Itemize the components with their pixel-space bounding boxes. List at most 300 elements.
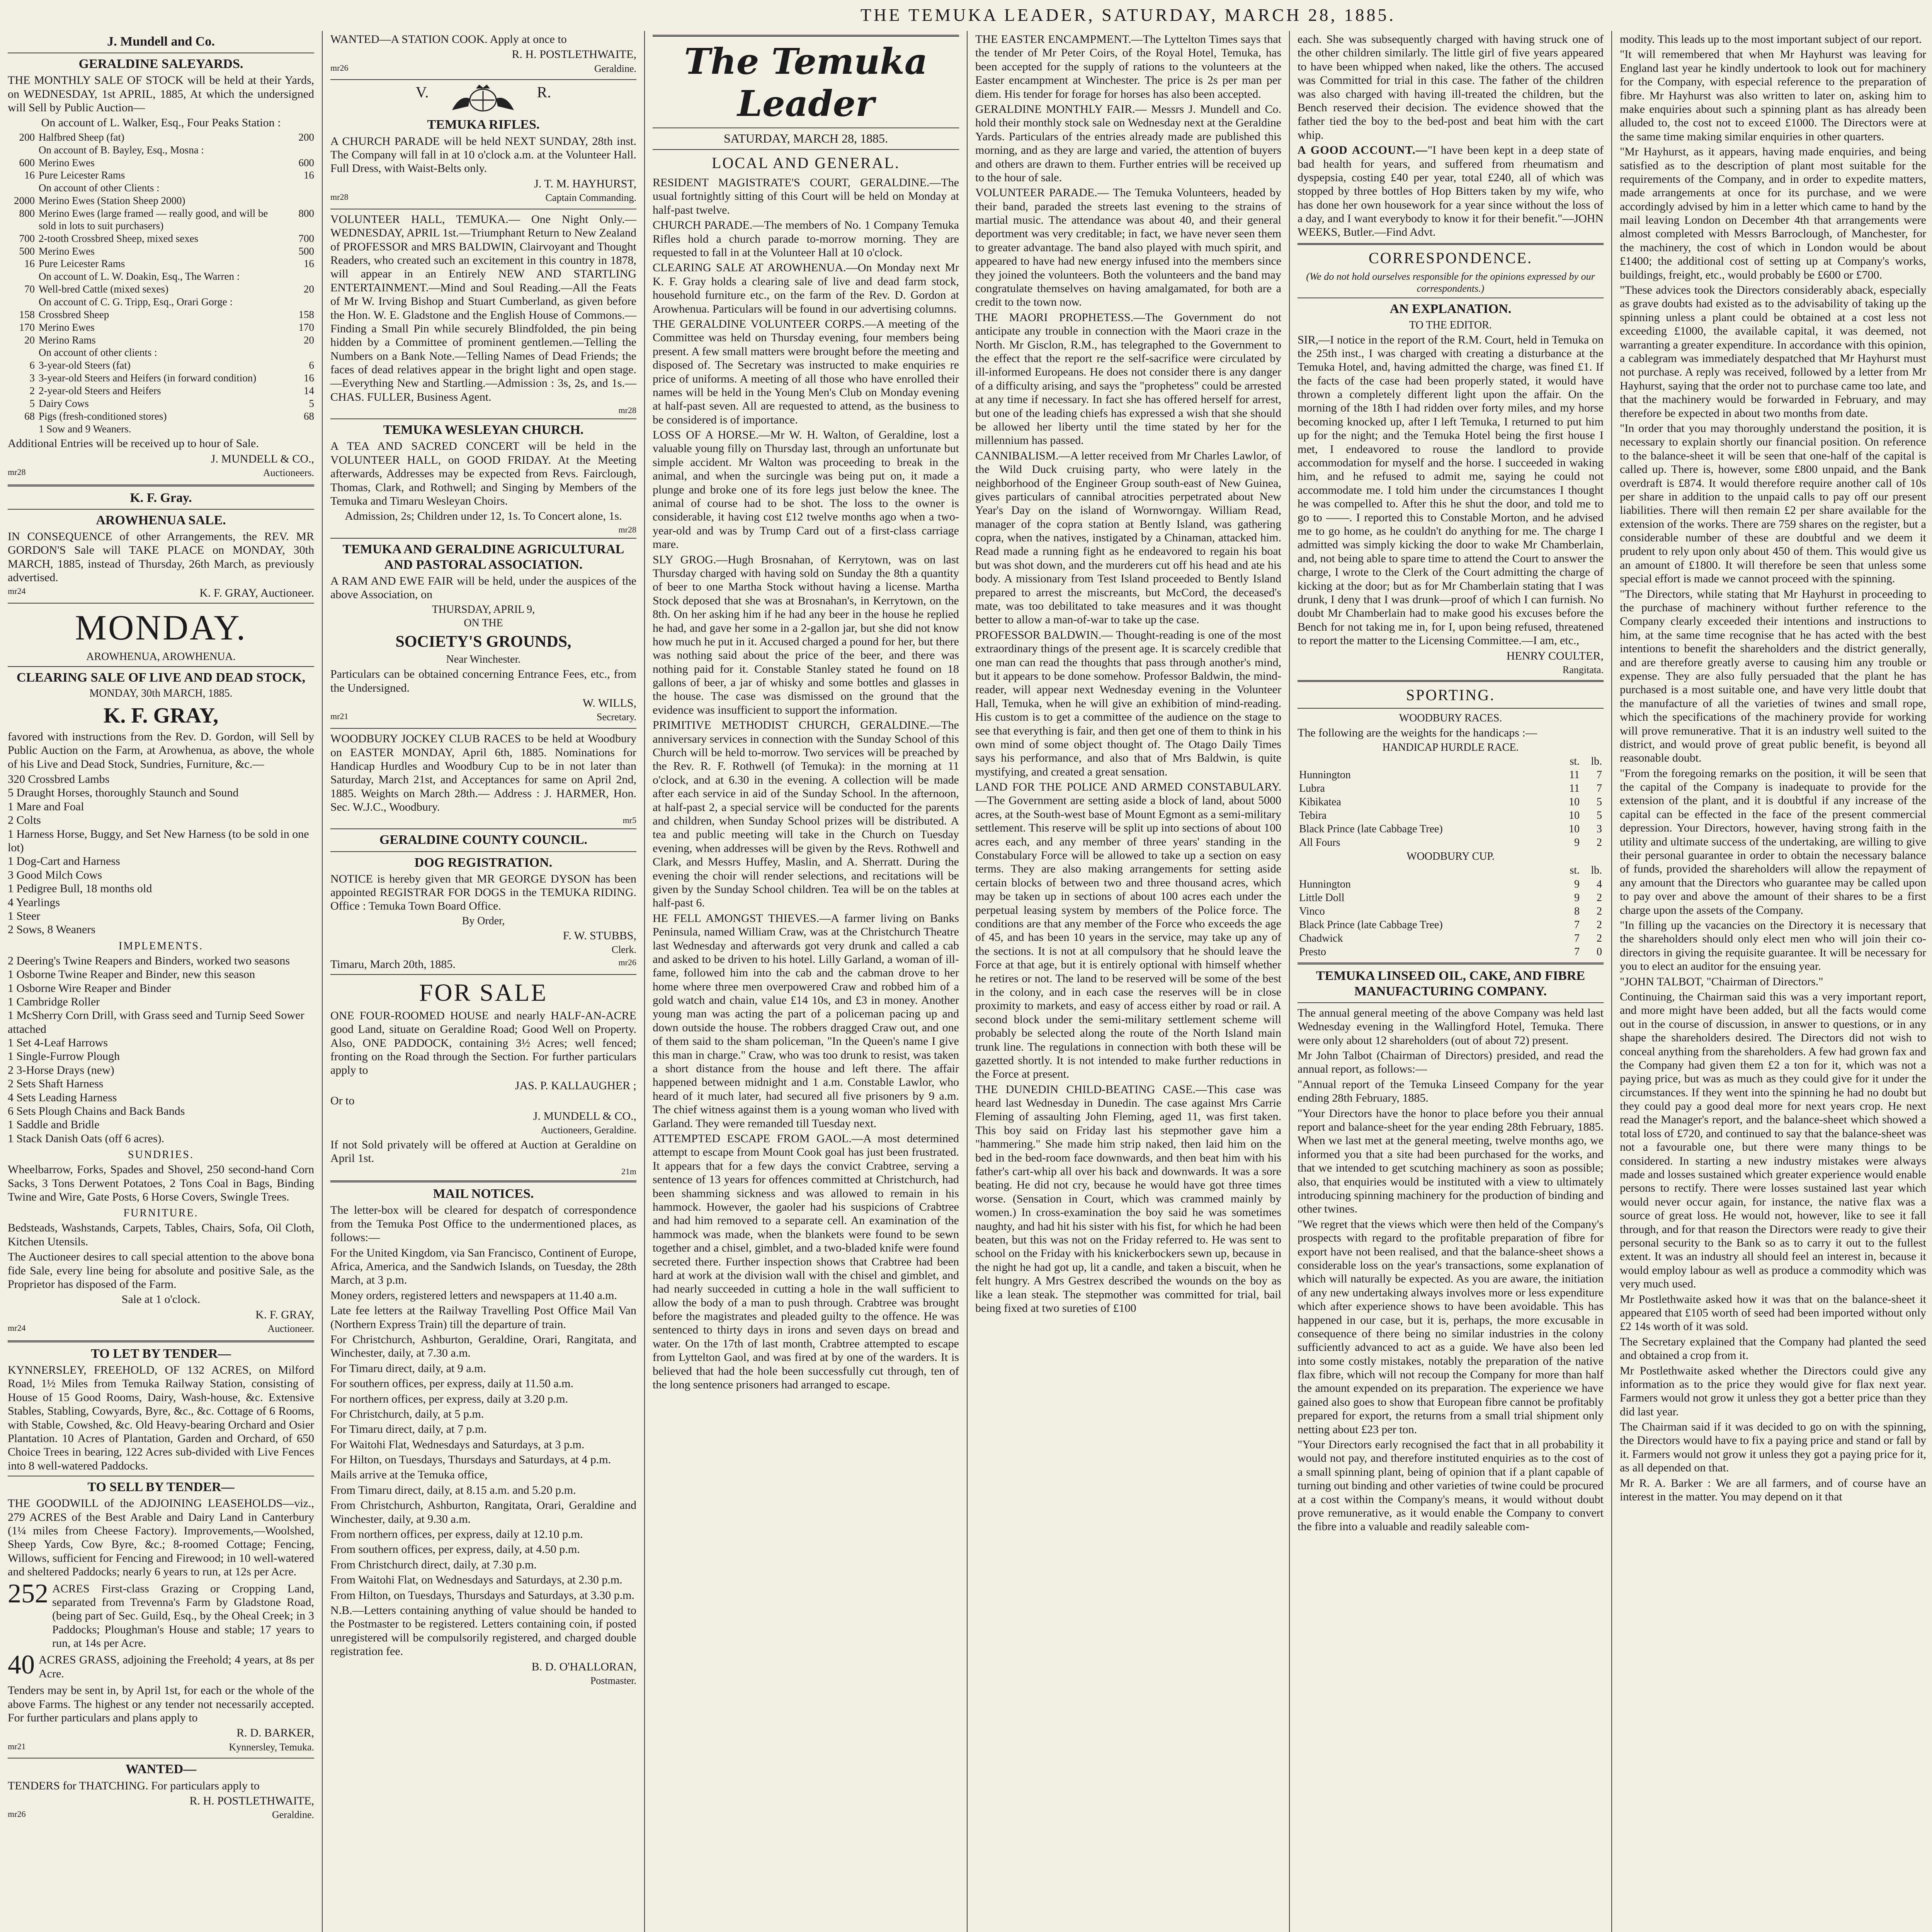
crest-v: V. [415, 83, 429, 101]
agri-signature: W. WILLS, [582, 697, 636, 710]
list-item: 1 Pedigree Bull, 18 months old [8, 882, 152, 895]
stock-desc: On account of other clients : [39, 347, 157, 359]
list-item: 1 Single-Furrow Plough [8, 1050, 120, 1063]
correspondence-note: (We do not hold ourselves responsible for the opinions expressed by our correspondents.) [1306, 271, 1595, 294]
jockey-club-ad: WOODBURY JOCKEY CLUB RACES to be held at Woodbury on EASTER MONDAY, April 6th, 1885. Nominations for Handicap Hurdles and Woodbury Cup to be in not later than Saturday, March 21st, and Acceptances for same on April 2nd, 1885. Weights on March 28th.— Address : J. HARMER, Hon. Sec. W.J.C., Woodbury. [330, 732, 636, 814]
council-title: GERALDINE COUNTY COUNCIL. [379, 833, 588, 847]
divider [8, 509, 314, 510]
lb-header: lb. [1591, 755, 1602, 768]
weight-st: 9 [1574, 878, 1580, 890]
lb-header: lb. [1591, 864, 1602, 877]
clearing-date: MONDAY, 30th MARCH, 1885. [89, 687, 233, 699]
wanted-title: WANTED— [125, 1762, 197, 1777]
list-item: 3 Good Milch Cows [8, 868, 102, 881]
stock-qty-right [291, 144, 314, 156]
stock-qty: 16 [24, 258, 35, 270]
woodbury-races: WOODBURY RACES. [1399, 712, 1502, 724]
cook-title: WANTED—A STATION COOK. Apply at once to [330, 33, 567, 46]
letter-place: Rangitata. [1562, 664, 1604, 675]
list-item: 1 Osborne Wire Reaper and Binder [8, 981, 171, 995]
report-paragraph: The Chairman said if it was decided to go on with the spinning, the Directors would have to fix a paying price and stand or fall by it. Farmers would not grow it unless they got a paying price for it, as all depended on that. [1620, 1420, 1926, 1475]
tender-note: Tenders may be sent in, by April 1st, for each or the whole of the above Farms. The highest or any tender not necessarily accepted. For further particulars and plans apply to [8, 1684, 314, 1725]
weight-lb: 7 [1597, 769, 1602, 781]
weight-lb: 5 [1597, 796, 1602, 808]
table-header [1298, 755, 1604, 768]
stock-row [8, 372, 314, 384]
ad-id: mr21 [330, 711, 349, 721]
stock-desc: 3-year-old Steers and Heifers (in forward condition) [39, 372, 257, 384]
forsale-title: FOR SALE [419, 979, 548, 1007]
divider [8, 1758, 314, 1759]
list-item: 2 Sows, 8 Weaners [8, 923, 96, 936]
mail-notice-line: From Timaru direct, daily, at 8.15 a.m. and 5.20 p.m. [330, 1483, 576, 1497]
agri-footer [330, 711, 636, 725]
tosell-body: THE GOODWILL of the ADJOINING LEASEHOLDS—viz., 279 ACRES of the Best Arable and Dairy Land in Canterbury (1¼ miles from Cheese Factory). Improvements,—Woolshed, Sheep Yards, Cow Byre, &c.; 8-roomed Cottage; Fencing, Willows, sufficient for Fencing and Firewood; in 10 well-watered and sheltered Paddocks; nearly 6 years to run, at 12s per Acre. [8, 1497, 314, 1578]
news-paragraph: SLY GROG.—Hugh Brosnahan, of Kerrytown, was on last Thursday charged with having sold on Sunday the 8th a quantity of beer to one Martha Stock without having a license. Martha Stock deposed that she was at Brosnahan's, in Kerrytown, on the 8th. On her asking him if he had any beer in the house he replied he had, and gave her some in a 2-gallon jar, but she did not know how much he put in it. Accused charged a pound for her, but there was nothing said about the price of the beer, and there was nothing paid for it. Constable Stanley stated he found on 18 gallons of beer, a jar of whisky and some bottles and glasses in the house. The case was dismissed on the ground that the evidence was insufficient to support the information. [653, 553, 959, 716]
news-paragraph: PROFESSOR BALDWIN.— Thought-reading is one of the most extraordinary things of the present age. It is scarcely credible that one man can read the thoughts that pass through another's mind, but it appears to be done somehow. Professor Baldwin, the mind-reader, will appear next Wednesday evening in the Volunteer Hall, Temuka, when he will give an exhibition of mind-reading. His custom is to get a committee of the audience on the stage to see that everything is fair, and then get one of them to think in his own mind of some object thought of. The Otago Daily Times says his performance, and also that of Mrs Baldwin, is quite mystifying, and created a great sensation. [975, 628, 1281, 778]
divider [330, 851, 636, 852]
horse-name: Black Prince (late Cabbage Tree) [1299, 823, 1443, 835]
news-paragraph: ATTEMPTED ESCAPE FROM GAOL.—A most determined attempt to escape from Mount Cook goal has just been frustrated. It appears that for a few days the convict Crabtree, serving a sentence of 13 years for offences committed at Christchurch, had been shamming sickness and was allowed to remain in his hammock. However, the gaoler had his suspicions of Crabtree and had him removed to a separate cell. An examination of the hammock was made, when the blankets were found to be sewn together and a chisel, gimblet, and a two-bladed knife were found secreted there. Further inspection shows that Crabtree had been hard at work at the division wall with the chisel and gimblet, and had nearly succeeded in cutting a hole in the wall sufficient to allow the body of a man to push through. Crabtree was brought before the magistrates and pleaded guilty to the offence. He was sentenced to thirty days in irons and seven days on bread and water. On the 17th of last month, Crabtree attempted to escape from Lyttelton Gaol, and was fired at by one of the warders. It is believed that had the hole been successfully cut through, ten of the long sentence prisoners had arranged to escape. [653, 1132, 959, 1391]
report-paragraph: "From the foregoing remarks on the position, it will be seen that the capital of the Company is inadequate to provide for the extension of the plant, and it is doubtful if any increase of the capital can be effected in the face of the present commercial depression. Your Directors, however, having strong faith in the utility and ultimate success of the undertaking, are willing to give their personal guarantee in order to obtain the necessary balance of funds, provided the shareholders will allow the repayment of any amount that the Directors who guarantee may be called upon to pay over and above the amount of their shares to be a first charge upon the assets of the Company. [1620, 767, 1926, 917]
st-header: st. [1570, 755, 1580, 768]
dog-body: NOTICE is hereby given that MR GEORGE DYSON has been appointed REGISTRAR FOR DOGS in the TEMUKA RIDING. Office : Temuka Town Board Office. [330, 872, 636, 913]
divider [1298, 708, 1604, 709]
stock-row [8, 131, 314, 144]
stock-qty: 500 [19, 245, 35, 257]
good-account-body: "I have been kept in a deep state of bad health for years, and suffered from rheumatism and dyspepsia, costing £40 per year, total £240, all of which was stopped by three bottles of Hop Bitters taken by my wife, who has done her own housework for a year since without the loss of a day, and I want everybody to know it for their benefit."—JOHN WEEKS, Butler.—Find Advt. [1298, 144, 1604, 239]
clearing-footer [8, 1323, 314, 1337]
stock-row [8, 233, 314, 245]
stock-qty: 6 [29, 359, 35, 371]
stock-row [8, 398, 314, 410]
divider [8, 1340, 314, 1342]
stock-qty [8, 182, 35, 194]
stock-qty-right [291, 270, 314, 283]
table-row [1298, 891, 1604, 905]
hurdle-title: HANDICAP HURDLE RACE. [1382, 742, 1519, 754]
letter-signature: HENRY COULTER, [1506, 649, 1604, 662]
local-news [653, 176, 959, 1391]
ad-id: mr28 [618, 524, 636, 534]
weight-lb: 2 [1597, 918, 1602, 931]
dog-date: Timaru, March 20th, 1885. [330, 957, 456, 971]
saleyards-footer [8, 467, 314, 481]
royal-crest-icon [444, 83, 522, 114]
stock-qty-right: 700 [298, 232, 314, 244]
stock-qty: 2 [29, 384, 35, 396]
cup-table [1298, 864, 1604, 958]
crest-r: R. [537, 83, 551, 101]
monday-sub: AROWHENUA, AROWHENUA. [86, 650, 236, 663]
weight-lb: 3 [1597, 823, 1602, 835]
dog-title: DOG REGISTRATION. [414, 855, 553, 870]
cup-title: WOODBURY CUP. [1406, 850, 1495, 863]
list-item: 1 McSherry Corn Drill, with Grass seed and Turnip Seed Sower attached [8, 1009, 304, 1036]
report-paragraph: Mr R. A. Barker : We are all farmers, and of course have an interest in the matter. You may depend on it that [1620, 1476, 1926, 1503]
agri-title: TEMUKA AND GERALDINE AGRICULTURAL AND PASTORAL ASSOCIATION. [342, 542, 624, 572]
stock-qty-right: 170 [298, 321, 314, 333]
stock-qty: 700 [19, 232, 35, 244]
horse-name: Hunnington [1299, 769, 1351, 781]
stock-qty-right [291, 195, 314, 207]
arowhenua-title: AROWHENUA SALE. [96, 513, 226, 527]
forsale-note: If not Sold privately will be offered at Auction at Geraldine on April 1st. [330, 1138, 636, 1165]
report-paragraph: "These advices took the Directors considerably aback, especially as grave doubts had existed as to the advisability of taking up the spinning unless a plant could be obtained at a cost less not exceeding £1000, the available capital, it was deemed, not warranting a greater expenditure. In accordance with this opinion, a cablegram was immediately despatched that Mr Hayhurst must not purchase. A reply was received, followed by a letter from Mr Hayhurst, saying that the order not to purchase came too late, and that the machinery would be forwarded in February, and may therefore be expected in about two months from date. [1620, 284, 1926, 420]
weight-lb: 2 [1597, 891, 1602, 904]
dunedin-continued: each. She was subsequently charged with having struck one of the other children similarly. The little girl of five years appeared to have been whipped when naked, like the others. The accused was Committed for trial in this case. The father of the children was also charged with having ill-treated the children, but the Bench reserved their decision. The evidence showed that the father tied the boy to the bed-post and beat him with the cart whip. [1298, 33, 1604, 141]
good-account [1298, 143, 1604, 239]
stock-desc: On account of L. W. Doakin, Esq., The Warren : [39, 270, 240, 282]
stock-qty: 20 [24, 334, 35, 346]
divider [653, 35, 959, 37]
weight-lb: 0 [1597, 946, 1602, 958]
stock-desc: Well-bred Cattle (mixed sexes) [39, 283, 168, 295]
stock-qty-right: 800 [298, 207, 314, 219]
ad-id: mr26 [330, 63, 349, 73]
divider [330, 1180, 636, 1182]
table-row [1298, 795, 1604, 809]
stock-row [8, 334, 314, 347]
tender-footer [8, 1742, 314, 1755]
news-paragraph: THE GERALDINE VOLUNTEER CORPS.—A meeting of the Committee was held on Thursday evening, four members being present. A few small matters were brought before the meeting and disposed of. The Secretary was instructed to make enquiries re price of uniforms. A meeting of all those who have enrolled their names will be held in the Young Men's Club on Monday evening at half-past seven. All are requested to attend, as the business to be considered is of importance. [653, 317, 959, 426]
divider [330, 974, 636, 975]
stock-row [8, 245, 314, 258]
stock-desc: Merino Ewes (Station Sheep 2000) [39, 195, 185, 207]
stock-desc: 2-tooth Crossbred Sheep, mixed sexes [39, 232, 199, 244]
stock-desc: Pure Leicester Rams [39, 258, 125, 270]
horse-name: Presto [1299, 946, 1326, 958]
agri-role: Secretary. [597, 711, 636, 723]
report-paragraph: "Annual report of the Temuka Linseed Company for the year ending 28th February, 1885. [1298, 1078, 1604, 1105]
table-row [1298, 918, 1604, 932]
stock-row [8, 359, 314, 372]
stock-qty-right: 16 [304, 258, 314, 270]
linseed-title: TEMUKA LINSEED OIL, CAKE, AND FIBRE MANUFACTURING COMPANY. [1316, 968, 1585, 998]
divider [330, 418, 636, 419]
stock-desc: On account of C. G. Tripp, Esq., Orari Gorge : [39, 296, 233, 308]
saleyards-sub: On account of L. Walker, Esq., Four Peaks Station : [41, 116, 281, 129]
table-row [1298, 905, 1604, 918]
weight-st: 10 [1569, 810, 1580, 822]
forsale-or: Or to [330, 1094, 355, 1107]
rifles-signature: J. T. M. HAYHURST, [534, 177, 636, 190]
cook-place: Geraldine. [594, 63, 636, 74]
weight-st: 11 [1569, 769, 1580, 781]
to-editor: TO THE EDITOR. [1409, 319, 1492, 331]
report-paragraph: "Mr Hayhurst, as it appears, having made enquiries, and being satisfied as to the description of plant most suitable for the requirements of the Company, and in order to expedite matters, made arrangements at once for its purchase, and we were accordingly advised by him in a letter which came to hand by the mail leaving London on December 4th that arrangements were almost completed with Messrs Barroclough, of Manchester, for the machinery, the cost of which in London would be about £1400; the additional cost of setting up at Company's works, buildings, freight, etc., would probably be £600 or £700. [1620, 145, 1926, 281]
column-5 [1290, 31, 1611, 1932]
stock-qty: 600 [19, 156, 35, 168]
news-paragraph: VOLUNTEER PARADE.— The Temuka Volunteers, headed by their band, paraded the streets last evening to the strains of martial music. The attendance was about 40, and their general deportment was very creditable; in fact, we have never seen them to greater advantage. The band also played with much spirit, and appeared to have had new energy infused into the members since they joined the volunteers. Both the volunteers and the band may congratulate themselves on having amalgamated, for both are a credit to the town now. [975, 186, 1281, 309]
report-paragraph: Mr John Talbot (Chairman of Directors) presided, and read the annual report, as follows:— [1298, 1049, 1604, 1076]
ad-id: mr28 [618, 405, 636, 415]
column-4 [968, 31, 1289, 1932]
weight-st: 8 [1574, 905, 1580, 917]
horse-name: All Fours [1299, 837, 1340, 849]
news-paragraph: CHURCH PARADE.—The members of No. 1 Company Temuka Rifles hold a church parade to-morrow morning. They are requested to fall in at the Volunteer Hall at 10 o'clock. [653, 219, 959, 259]
report-paragraph: "The Directors, while stating that Mr Hayhurst in proceeding to the purchase of machinery without further reference to the Company clearly exceeded their intentions and instructions to him, at the same time recognise that he has acted with the best intentions to benefit the shareholders and the district generally, and are therefore greatly averse to causing him any trouble or expense. They are also fully persuaded that the plant he has purchased is a most suitable one, and have very little doubt that the manufacture of all the varieties of twines and small rope, which the specifications of the machinery provide for working will prove remunerative. That it is an industry well suited to the district, and would prove of great public benefit, is beyond all reasonable doubt. [1620, 587, 1926, 765]
divider [1298, 1002, 1604, 1003]
stock-desc: 3-year-old Steers (fat) [39, 359, 131, 371]
stock-desc: On account of B. Bayley, Esq., Mosna : [39, 144, 204, 156]
ad-id: mr24 [8, 586, 26, 596]
agri-note: Particulars can be obtained concerning Entrance Fees, etc., from the Undersigned. [330, 668, 636, 694]
stock-row [8, 296, 314, 308]
stock-row [8, 410, 314, 423]
mail-notice-line: The letter-box will be cleared for despatch of correspondence from the Temuka Post Office to the undermentioned places, as follows:— [330, 1204, 636, 1244]
report-paragraph: "We regret that the views which were then held of the Company's prospects with regard to the profitable preparation of fibre for export have not been realised, and that the balance-sheet shows a considerable loss on the year's transactions, some explanation of which will naturally be expected. As you are aware, the initiation of any new undertaking always involves more or less expenditure which after experience shows to have been avoidable. This has happened in our case, but it is, perhaps, the more excusable in consequence of there being no similar industries in the colony sufficiently advanced to act as a guide. We have also been led into some costly mistakes, notably the preparation of the native flax fibre, which will not recoup the Company for more than half the amount expended on its preparation. The experience we have gained also goes to show that European fibre cannot be profitably prepared for export, the returns from a small trial shipment only netting about £23 per ton. [1298, 1218, 1604, 1436]
stock-qty: 5 [29, 397, 35, 409]
implements-list [8, 954, 314, 1145]
report-paragraph: The annual general meeting of the above Company was held last Wednesday evening in the Wallingford Hotel, Temuka. There were only about 12 shareholders (out of about 72) present. [1298, 1006, 1604, 1047]
stock-qty-right: 16 [304, 372, 314, 384]
mail-notice-line: From Hilton, on Tuesdays, Thursdays and Saturdays, at 3.30 p.m. [330, 1588, 634, 1602]
list-item: 5 Draught Horses, thoroughly Staunch and Sound [8, 786, 239, 799]
rifles-body: A CHURCH PARADE will be held NEXT SUNDAY, 28th inst. The Company will fall in at 10 o'clock a.m. at the Volunteer Hall. Full Dress, with Waist-Belts only. [330, 134, 636, 175]
mail-notice-line: For Timaru direct, daily, at 9 a.m. [330, 1362, 486, 1375]
clearing-time: Sale at 1 o'clock. [121, 1293, 201, 1306]
agri-body: A RAM AND EWE FAIR will be held, under the auspices of the above Association, on [330, 574, 636, 601]
list-item: 1 Saddle and Bridle [8, 1118, 100, 1131]
ad-id: mr26 [8, 1809, 26, 1819]
arowhenua-footer [8, 586, 314, 600]
divider [1298, 243, 1604, 245]
table-row [1298, 945, 1604, 959]
stock-desc: Merino Ewes [39, 156, 95, 168]
mail-role: Postmaster. [590, 1675, 636, 1686]
report-paragraph: "In order that you may thoroughly understand the position, it is necessary to explain shortly our financial position. On reference to the balance-sheet it will be seen that one-half of the capital is called up. There is, however, some £800 unpaid, and the Bank overdraft is £874. It would therefore require another call of 10s per share in addition to the unpaid calls to pay off our present liabilities. There will then remain £2 per share available for the extension of the works. There are 759 shares on the register, but a considerable number of these are doubtful and we deem it prudent to rely upon only about 450 of them. This would give us an amount of £1800. It will therefore be seen that unless some special effort is made we cannot proceed with the spinning. [1620, 422, 1926, 585]
wanted-signature: R. H. POSTLETHWAITE, [189, 1794, 314, 1807]
stock-qty: 158 [19, 308, 35, 320]
divider [1298, 680, 1604, 682]
stock-desc: Pure Leicester Rams [39, 169, 125, 181]
letter-paragraph: SIR,—I notice in the report of the R.M. Court, held in Temuka on the 25th inst., I was charged with creating a disturbance at the Temuka Hotel, and, having admitted the charge, was fined £1. If the facts of the case had been properly stated, it would have thrown a completely different light upon the affair. On the morning of the 18th I had ridden over forty miles, and my horse becoming knocked up, after I left Temuka, I returned to put him up for the night; and the Temuka Hotel being the first house I met, I endeavored to rouse the landlord to provide accommodation for myself and the horse. I succeeded in waking him, and he refused to admit me, saying he could not accommodate me. I told him under the circumstances I thought he was compelled to. After this he shut the door, and told me to go to ——. I reported this to Constable Morton, and he advised me to go home, as he couldn't do anything for me. The charge I admitted was simply kicking the door to wake Mr Chamberlain, and, not being able to spare time to attend the Court to answer the charge, I wrote to the Clerk of the Court admitting the charge of kicking at the door; but as for Mr Chamberlain stating that I was drunk, I deny that I was drunk—proof of which I can furnish. No doubt Mr Chamberlain had to make good his excuses before the Bench for not taking me in, for I, upon being refused, threatened to report the matter to the Licensing Committee.—I am, etc., [1298, 333, 1604, 647]
stock-qty: 800 [19, 207, 35, 219]
mail-notice-line: For northern offices, per express, daily at 3.20 p.m. [330, 1392, 568, 1405]
clearing-signature: K. F. GRAY, [255, 1308, 314, 1321]
stock-row [8, 258, 314, 270]
monday-heading: MONDAY. [75, 608, 247, 648]
rifles-title: TEMUKA RIFLES. [427, 117, 540, 132]
list-item: 2 Sets Shaft Harness [8, 1077, 104, 1090]
stock-qty-right [291, 182, 314, 194]
st-header: st. [1570, 864, 1580, 877]
stock-row [8, 423, 314, 435]
clearing-role: Auctioneer. [267, 1323, 314, 1335]
volunteer-hall-ad: VOLUNTEER HALL, TEMUKA.— One Night Only.—WEDNESDAY, APRIL 1st.—Triumphant Return to New Zealand of PROFESSOR and MRS BALDWIN, Clairvoyant and Thought Readers, who created such an excitement in this country in 1878, will appear in an Entirely NEW AND STARTLING ENTERTAINMENT.—Mind and Soul Reading.—All the Feats of Mr W. Irving Bishop and Stuart Cumberland, as given before the Hon. W. E. Gladstone and the English House of Commons.—Finding a Small Pin while securely Blindfolded, the pin being hidden by a Committee of prominent gentlemen.—Telling the Numbers on a Bank Note.—Telling Names of Dead Friends; the faces of dead relatives appear in the bright light and open stage.—Everything New and Startling.—Admission : 3s, 2s, and 1s.—CHAS. FULLER, Business Agent. [330, 213, 636, 403]
stock-row [8, 283, 314, 296]
list-item: 1 Set 4-Leaf Harrows [8, 1036, 108, 1049]
agri-on: ON THE [464, 617, 503, 629]
agri-near: Near Winchester. [446, 653, 521, 666]
horse-name: Lubra [1299, 782, 1325, 795]
kfgray-big: K. F. GRAY, [103, 703, 219, 728]
saleyards-intro: THE MONTHLY SALE OF STOCK will be held at their Yards, on WEDNESDAY, 1st APRIL, 1885, At which the undersigned will Sell by Public Auction— [8, 74, 314, 114]
stock-row [8, 182, 314, 194]
tolet-body: KYNNERSLEY, FREEHOLD, OF 132 ACRES, on Milford Road, 1½ Miles from Temuka Railway Station, consisting of House of 15 Good Rooms, Dairy, Wash-house, &c. Extensive Stables, Stabling, Cowyards, Byre, &c., &c. Cottage of 6 Rooms, with Stable, Cowshed, &c. Old Heavy-bearing Orchard and Osier Plantation. 10 Acres of Plantation, Garden and Orchard, of 650 Choice Trees in bearing, 122 Acres sub-divided with Live Fences into 8 well-watered Paddocks. [8, 1363, 314, 1472]
correspondence-heading: CORRESPONDENCE. [1369, 249, 1532, 267]
acres-40-number: 40 [8, 1650, 35, 1680]
section-heading: LOCAL AND GENERAL. [712, 154, 900, 172]
horse-name: Tebira [1299, 810, 1327, 822]
good-account-heading: A GOOD ACCOUNT.— [1298, 144, 1428, 157]
stock-qty [8, 347, 35, 359]
horse-name: Chadwick [1299, 932, 1343, 944]
mail-notice-line: For Christchurch, Ashburton, Geraldine, Orari, Rangitata, and Winchester, daily, at 7.30 a.m. [330, 1333, 636, 1360]
news-paragraph: LOSS OF A HORSE.—Mr W. H. Walton, of Geraldine, lost a valuable young filly on Thursday last, through an unfortunate but simple accident. Mr Walton was proceeding to break in the animal, and when the surcingle was being put on, it made a plunge and broke one of its fore legs just below the knee. The animal of course had to be shot. The loss to the owner is considerable, it having cost £12 twelve months ago when a two-year-old and was by Trump Card out of a first-class carriage mare. [653, 429, 959, 551]
divider [330, 728, 636, 729]
report-paragraph: modity. This leads up to the most important subject of our report. [1620, 33, 1922, 46]
stock-qty-right: 158 [298, 308, 314, 320]
wesleyan-title: TEMUKA WESLEYAN CHURCH. [383, 423, 584, 437]
list-item: 2 3-Horse Drays (new) [8, 1063, 114, 1077]
tolet-title: TO LET BY TENDER— [91, 1346, 231, 1361]
wanted-body: TENDERS for THATCHING. For particulars apply to [8, 1779, 260, 1792]
stock-qty-right [291, 423, 314, 435]
stock-qty [8, 296, 35, 308]
ad-id: 21m [621, 1167, 636, 1177]
news-paragraph: PRIMITIVE METHODIST CHURCH, GERALDINE.—The anniversary services in connection with the Sunday School of this Church will be held to-morrow. Two services will be preached by the Rev. R. F. Rothwell (of Temuka): in the morning at 11 o'clock, and at 6.30 in the evening. A collection will be made after each service in aid of the Sunday School. In the afternoon, at half-past 2, a special service will be conducted for the parents and children, when Sunday School prizes will be distributed. A tea and public meeting will take in the Church on Tuesday evening, when addresses will be given by the Revs. Rothwell and Clark, and Messrs Huffey, Maslin, and A. Sherratt. During the evening the choir will render selections, and recitations will be given by the Sunday School children. Tea will be on the tables at half-past 6. [653, 719, 959, 910]
news-paragraph: GERALDINE MONTHLY FAIR.— Messrs J. Mundell and Co. hold their monthly stock sale on Wednesday next at the Geraldine Yards. Particulars of the entries already made are published this morning, and as they are large and varied, the attention of buyers and others are drawn to them. Further entries will be received up to the hour of sale. [975, 102, 1281, 184]
stock-qty: 170 [19, 321, 35, 333]
table-row [1298, 932, 1604, 945]
mail-notice-line: N.B.—Letters containing anything of value should be handed to the Postmaster to be registered. Letters containing coin, if posted unregistered will be compulsorily registered, and charged double registration fee. [330, 1604, 636, 1658]
news-paragraph: THE EASTER ENCAMPMENT.—The Lyttelton Times says that the tender of Mr Peter Coirs, of the Royal Hotel, Temuka, has been accepted for the supply of rations to the volunteers at the Easter encampment at Winchester. The price is 2s per man per diem. His tender for forage for horses has also been accepted. [975, 33, 1281, 100]
weight-st: 7 [1574, 932, 1580, 944]
acres-252 [8, 1580, 314, 1652]
weight-st: 7 [1574, 946, 1580, 958]
weight-lb: 5 [1597, 810, 1602, 822]
dog-signature: F. W. STUBBS, [563, 929, 636, 942]
column-1 [0, 31, 322, 1932]
list-item: 320 Crossbred Lambs [8, 773, 110, 786]
cook-footer [330, 63, 636, 77]
column-6 [1612, 31, 1932, 1932]
list-item: 1 Cambridge Roller [8, 995, 100, 1008]
kfgray-header: K. F. Gray. [130, 490, 192, 505]
clearing-body: favored with instructions from the Rev. D. Gordon, will Sell by Public Auction on the Farm, at Arowhenua, as above, the whole of his Live and Dead Stock, Sundries, Furniture, &c.— [8, 730, 314, 770]
stock-qty [8, 270, 35, 283]
report-paragraph: "Your Directors early recognised the fact that in all probability it would not pay, and therefore instituted enquiries as to the cost of a small spinning plant, being of opinion that if a plant capable of turning out binding and other varieties of twine could be procured at a cost within the Company's means, it would without doubt prove remunerative, as it would enable the Company to convert the fibre into a valuable and readily saleable com- [1298, 1438, 1604, 1533]
sundries-body: Wheelbarrow, Forks, Spades and Shovel, 250 second-hand Corn Sacks, 3 Tons Derwent Potatoes, 2 Tons Coal in Bags, Binding Twine and Wire, Gate Posts, 6 Horse Covers, Swingle Trees. [8, 1163, 314, 1203]
list-item: 1 Osborne Twine Reaper and Binder, new this season [8, 968, 255, 981]
weight-st: 10 [1569, 796, 1580, 808]
stock-desc: Merino Ewes [39, 321, 95, 333]
mail-notice-line: For Timaru direct, daily, at 7 p.m. [330, 1423, 487, 1436]
stock-qty: 70 [24, 283, 35, 295]
divider [8, 603, 314, 604]
dog-role: Clerk. [611, 944, 636, 956]
mail-notice-line: For southern offices, per express, daily at 11.50 a.m. [330, 1377, 574, 1390]
news-paragraph: CLEARING SALE AT AROWHENUA.—On Monday next Mr K. F. Gray holds a clearing sale of live and dead farm stock, household furniture etc., on the farm of the Rev. D. Gordon at Arowhenua. Particulars will be found in our advertising columns. [653, 261, 959, 315]
arowhenua-body: IN CONSEQUENCE of other Arrangements, the REV. MR GORDON'S Sale will TAKE PLACE on MONDAY, 30th MARCH, 1885, instead of Thursday, 26th March, as previously advertised. [8, 530, 314, 584]
weight-lb: 7 [1597, 782, 1602, 795]
geraldine-saleyards-title: GERALDINE SALEYARDS. [78, 57, 243, 71]
stock-qty-right [291, 347, 314, 359]
rifles-role: Captain Commanding. [545, 192, 636, 204]
agri-date: THURSDAY, APRIL 9, [432, 603, 535, 616]
weight-lb: 2 [1597, 837, 1602, 849]
stock-row [8, 169, 314, 182]
furniture-heading: FURNITURE. [123, 1207, 199, 1219]
forsale-signature-1: JAS. P. KALLAUGHER ; [515, 1079, 636, 1092]
acres-40 [8, 1651, 314, 1682]
stock-qty-right: 6 [309, 359, 314, 371]
stock-desc: Crossbred Sheep [39, 308, 109, 320]
stock-row [8, 270, 314, 283]
mail-notice-line: From Christchurch direct, daily, at 7.30 p.m. [330, 1558, 537, 1571]
stock-desc: Merino Rams [39, 334, 96, 346]
news-paragraph: CANNIBALISM.—A letter received from Mr Charles Lawlor, of the Wild Duck cruising party, who were lately in the neighborhood of the Engineer Group south-east of New Guinea, gives particulars of cannibal atrocities perpetrated about New Year's Day on the island of Wornworngay. William Read, manager of the copra station at Bently Island, was gathering copra, when the natives, instigated by a Chinaman, attacked him. Read made a running fight as he endeavored to regain his boat but was shot down, and the murderers cut off his head and ate his body. A missionary from Test Island proceeded to Bently Island prepared to arrest the miscreants, but McCord, the deceased's mate, was too debilitated to take measures and it was thought better to allow a man-of-war to take up the case. [975, 449, 1281, 626]
column-2 [323, 31, 644, 1932]
report-paragraph: "Your Directors have the honor to place before you their annual report and balance-sheet for the year ending 28th February, 1885. When we last met at the general meeting, twelve months ago, we informed you that a site had been purchased for the works, and that we intended to get scutching machinery as soon as possible; also, that enquiries would be instituted with a view to ultimately introducing spinning machinery for the production of binding and other twines. [1298, 1107, 1604, 1216]
acres-252-body: ACRES First-class Grazing or Cropping Land, separated from Trevenna's Farm by Gladstone Road, (being part of Sec. Guild, Esq., by the Oheal Creek; in 3 Paddocks; Ploughman's House and stable; 17 years to run, at 14s per Acre. [52, 1582, 314, 1650]
furniture-body: Bedsteads, Washstands, Carpets, Tables, Chairs, Sofa, Oil Cloth, Kitchen Utensils. [8, 1221, 314, 1248]
linseed-report-continued [1620, 32, 1926, 1503]
tosell-title: TO SELL BY TENDER— [87, 1480, 235, 1495]
stock-row [8, 157, 314, 169]
masthead: THE TEMUKA LEADER, SATURDAY, MARCH 28, 1885. [860, 5, 1396, 25]
stock-row [8, 385, 314, 397]
clearing-items [8, 772, 314, 937]
list-item: 1 Steer [8, 909, 41, 922]
list-item: 1 Dog-Cart and Harness [8, 855, 120, 868]
wesleyan-body: A TEA AND SACRED CONCERT will be held in the VOLUNTEER HALL, on GOOD FRIDAY. At the Meeting afterwards, Addresses may be expected from Revs. Fairclough, Thomas, Clark, and Rothwell; and Singing by Members of the Temuka and Timaru Wesleyan Choirs. [330, 440, 636, 507]
list-item: 1 Harness Horse, Buggy, and Set New Harness (to be sold in one lot) [8, 827, 309, 854]
horse-name: Black Prince (late Cabbage Tree) [1299, 918, 1443, 931]
wanted-place: Geraldine. [272, 1809, 314, 1821]
weights-intro: The following are the weights for the handicaps :— [1298, 726, 1537, 739]
mail-notice-line: Late fee letters at the Railway Travelling Post Office Mail Van (Northern Express Train) till the departure of train. [330, 1304, 636, 1331]
divider [8, 485, 314, 486]
stock-row [8, 321, 314, 334]
stock-desc: Dairy Cows [39, 397, 89, 409]
stock-qty-right: 16 [304, 169, 314, 181]
cook-signature: R. H. POSTLETHWAITE, [512, 48, 636, 61]
report-paragraph: Mr Postlethwaite asked whether the Directors could give any information as to the price they would give for flax next year. Farmers would not grow it unless they got a better price than they did last year. [1620, 1364, 1926, 1418]
agri-grounds: SOCIETY'S GROUNDS, [395, 633, 571, 651]
mail-notice-line: From Christchurch, Ashburton, Rangitata, Orari, Geraldine and Winchester, daily, at 9.30 a.m. [330, 1499, 636, 1526]
acres-252-number: 252 [8, 1578, 48, 1609]
mail-signature: B. D. O'HALLORAN, [531, 1660, 636, 1673]
saleyards-signature: J. MUNDELL & CO., [211, 452, 314, 465]
explanation-title: AN EXPLANATION. [1389, 302, 1512, 316]
mail-notice-line: From northern offices, per express, daily at 12.10 p.m. [330, 1528, 583, 1541]
list-item: 4 Yearlings [8, 896, 60, 909]
mail-notice-line: From southern offices, per express, daily, at 4.50 p.m. [330, 1543, 580, 1556]
arowhenua-signature: K. F. GRAY, Auctioneer. [199, 586, 314, 599]
acres-40-body: ACRES GRASS, adjoining the Freehold; 4 years, at 8s per Acre. [39, 1653, 314, 1680]
table-row [1298, 836, 1604, 849]
stock-qty [8, 144, 35, 156]
stock-qty: 200 [19, 131, 35, 143]
divider [330, 538, 636, 539]
stock-qty-right: 600 [298, 156, 314, 168]
weight-lb: 4 [1597, 878, 1602, 890]
mail-notice-line: For the United Kingdom, via San Francisco, Continent of Europe, Africa, America, and the Sandwich Islands, on Tuesday, the 28th March, at 3 p.m. [330, 1246, 636, 1287]
stock-desc: Halfbred Sheep (fat) [39, 131, 124, 143]
saleyards-role: Auctioneers. [263, 467, 314, 479]
mail-notice-line: Mails arrive at the Temuka office, [330, 1468, 488, 1481]
list-item: 6 Sets Plough Chains and Back Bands [8, 1105, 185, 1118]
stock-desc: Merino Ewes (large framed — really good, and will be sold in lots to suit purchasers) [39, 207, 268, 231]
stock-row [8, 144, 314, 156]
dog-footer [330, 957, 636, 971]
stock-row [8, 347, 314, 359]
ad-id: mr5 [622, 815, 636, 825]
rifles-footer [330, 192, 636, 206]
